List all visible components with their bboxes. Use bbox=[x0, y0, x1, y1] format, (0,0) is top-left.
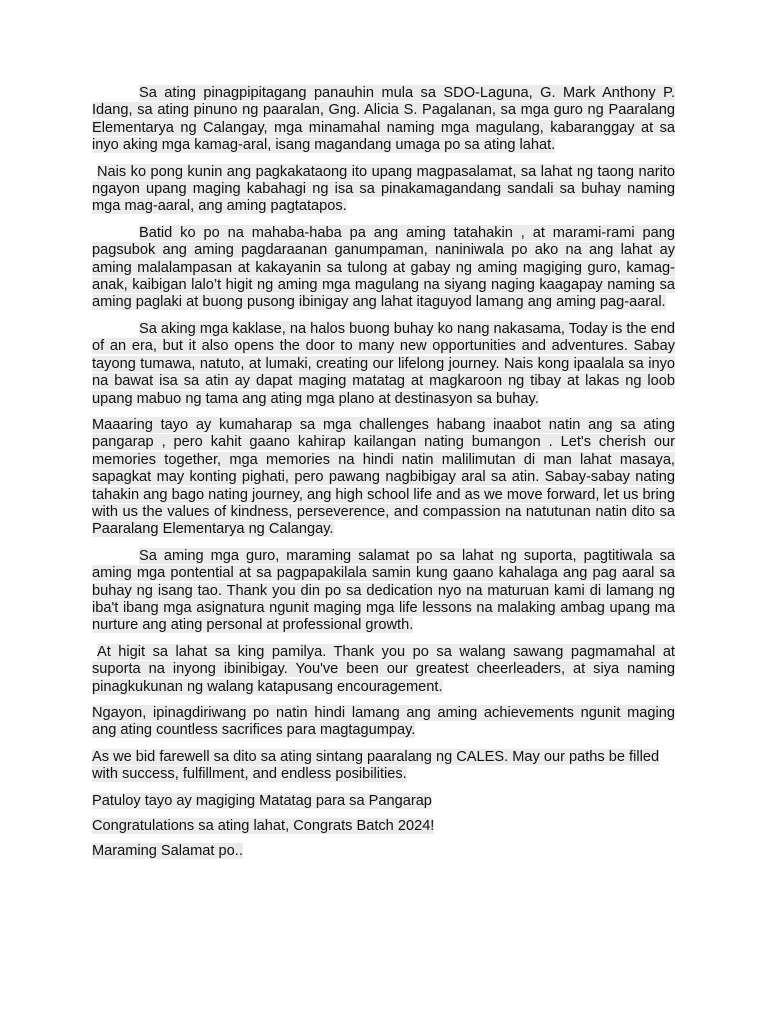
paragraph-journey bbox=[92, 225, 675, 312]
paragraph-text: Sa aking mga kaklase, na halos buong buhay ko nang nakasama, Today is the end of an era, but it also opens the door to many new opportunities and adventures. Sabay tayong tumawa, natuto, at lumaki, creating our lifelong journey. Nais kong ipaalala sa inyo na bawat isa sa atin ay dapat maging matatag at magkaroon ng tibay at lakas ng loob upang mabuo ng tama ang ating mga plano at destinasyon sa buhay. bbox=[92, 320, 676, 407]
paragraph-teachers bbox=[92, 548, 675, 635]
paragraph-text: Nais ko pong kunin ang pagkakataong ito upang magpasalamat, sa lahat ng taong narito ngayon upang maging kabahagi ng isa sa pinakamagandang sandali sa buhay naming mga mag-aaral, ang aming pagtatapos. bbox=[92, 163, 675, 215]
paragraph-text: Ngayon, ipinagdiriwang po natin hindi lamang ang aming achievements ngunit maging ang ating countless sacrifices para magtagumpay. bbox=[92, 705, 675, 739]
paragraph-greeting bbox=[92, 85, 675, 155]
paragraph-celebration bbox=[92, 705, 675, 740]
closing-line-congratulations bbox=[92, 818, 675, 835]
paragraph-text: At higit sa lahat sa king pamilya. Thank you po sa walang sawang pagmamahal at suporta na inyong ibinibigay. You've been our greatest cheerleaders, at siya naming pinagkukunan ng walang katapusang encouragement. bbox=[92, 643, 675, 695]
paragraph-text: As we bid farewell sa dito sa ating sintang paaralang ng CALES. May our paths be filled with success, fulfillment, and endless posibilities. bbox=[92, 748, 660, 783]
speech-document bbox=[92, 85, 675, 869]
paragraph-gratitude bbox=[92, 164, 675, 216]
paragraph-text: Maaaring tayo ay kumaharap sa mga challenges habang inaabot natin ang sa ating pangarap , pero kahit gaano kahirap kailangan nating bumangon . Let's cherish our memories together, mga memories na hindi natin malilimutan di man lahat masaya, sapagkat may konting pighati, pero pawang nagbibigay aral sa atin. Sabay-sabay nating tahakin ang bago nating journey, ang high school life and as we move forward, let us bring with us the values of kindness, perseverence, and compassion na natutunan natin dito sa Paaralang Elementarya ng Calangay. bbox=[92, 416, 675, 538]
paragraph-challenges bbox=[92, 417, 675, 539]
closing-line-matatag bbox=[92, 793, 675, 810]
paragraph-text: Batid ko po na mahaba-haba pa ang aming tatahakin , at marami-rami pang pagsubok ang aming pagdaraanan ganumpaman, naniniwala po ako na ang lahat ay aming malalampasan at kakayanin sa tulong at gabay ng aming magiging guro, kamag-anak, kaibigan lalo’t higit ng aming mga magulang na siyang naging kaagapay naming sa aming paglaki at buong pusong ibinigay ang lahat itaguyod lamang ang aming pag-aaral. bbox=[92, 224, 675, 311]
paragraph-family bbox=[92, 644, 675, 696]
paragraph-classmates bbox=[92, 321, 675, 408]
closing-line-thanks bbox=[92, 843, 675, 860]
closing-text: Maraming Salamat po.. bbox=[92, 843, 243, 860]
closing-text: Congratulations sa ating lahat, Congrats Batch 2024! bbox=[92, 818, 435, 835]
paragraph-text: Sa aming mga guro, maraming salamat po sa lahat ng suporta, pagtitiwala sa aming mga pontential at sa pagpapakilala samin kung gaano kahalaga ang pag aaral sa buhay ng isang tao. Thank you din po sa dedication nyo na maturuan kami di lamang ng iba't ibang mga asignatura ngunit maging mga life lessons na malaking ambag upang ma nurture ang ating personal at professional growth. bbox=[92, 547, 675, 634]
paragraph-text: Sa ating pinagpipitagang panauhin mula sa SDO-Laguna, G. Mark Anthony P. Idang, sa ating pinuno ng paaralan, Gng. Alicia S. Pagalanan, sa mga guro ng Paaralang Elementarya ng Calangay, mga minamahal naming mga magulang, kabaranggay at sa inyo aking mga kamag-aral, isang magandang umaga po sa ating lahat. bbox=[92, 85, 675, 154]
closing-text: Patuloy tayo ay magiging Matatag para sa Pangarap bbox=[92, 792, 432, 809]
paragraph-farewell bbox=[92, 749, 675, 784]
